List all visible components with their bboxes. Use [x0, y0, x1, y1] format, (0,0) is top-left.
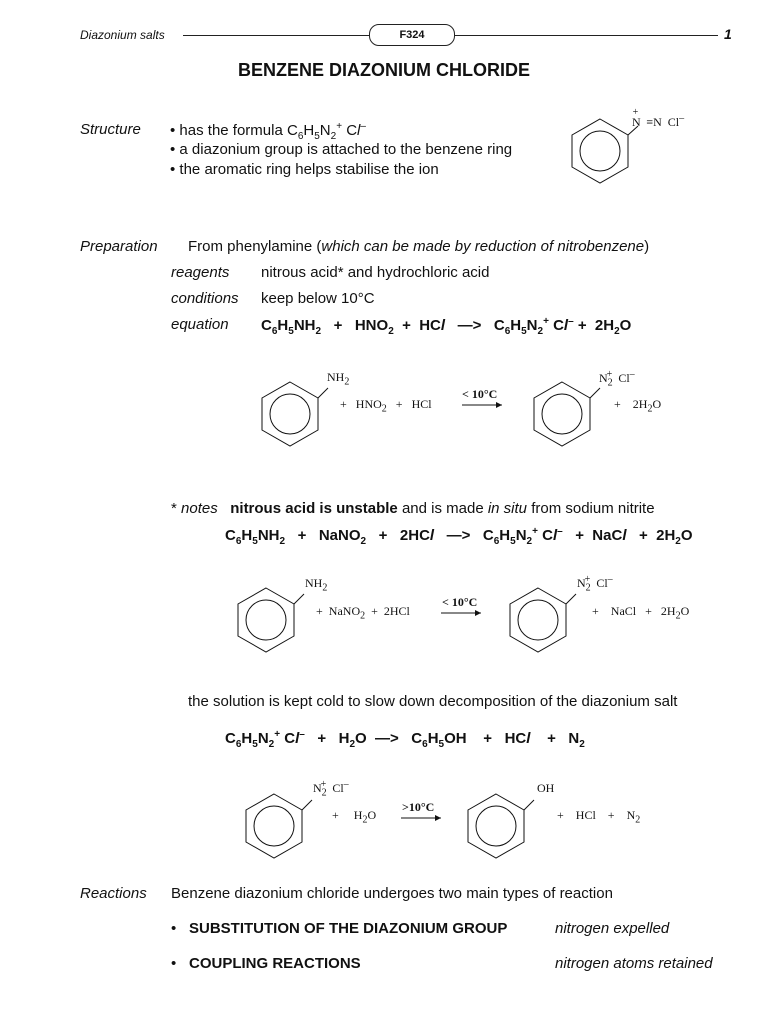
header-section-title: Diazonium salts: [80, 28, 165, 42]
notes-line: * notes nitrous acid is unstable and is made in situ from sodium nitrite: [171, 500, 655, 517]
page-title: BENZENE DIAZONIUM CHLORIDE: [238, 60, 530, 80]
structure-bullet-formula: • has the formula $C_6H_5N_2^+$ Cl–: [170, 121, 366, 142]
equation-preparation: $C_6H_5NH_2$ + $HNO_2$ + HCl —> $C_6H_5N_2^+$ $Cl^- + 2H_2O$: [261, 316, 632, 337]
equation-label: equation: [171, 316, 229, 333]
reaction-substitution-note: nitrogen expelled: [555, 920, 670, 937]
scheme1-nh2: $NH_2$: [327, 370, 350, 388]
preparation-label: Preparation: [80, 238, 158, 255]
benzene-ring-diazonium-2: [498, 576, 588, 658]
scheme1-condition: < 10°C: [462, 387, 498, 401]
reaction-coupling: COUPLING REACTIONS: [189, 955, 361, 972]
scheme1-arrow: [462, 400, 506, 410]
reactions-label: Reactions: [80, 885, 147, 902]
scheme1-products: + $2H_2O$: [614, 397, 662, 415]
scheme3-n2cl: $N_2^+$ Cl–: [313, 779, 349, 799]
scheme3-products: + HCl + $N_2$: [557, 808, 641, 826]
reactions-bullet-2: •: [171, 955, 177, 972]
benzene-ring-structure: [552, 106, 642, 186]
scheme1-reagents: + $HNO_2$ + HCl: [340, 397, 432, 415]
scheme2-nh2: $NH_2$: [305, 576, 328, 594]
reaction-substitution: SUBSTITUTION OF THE DIAZONIUM GROUP: [189, 920, 508, 937]
scheme3-reagents: + $H_2O$: [332, 808, 377, 826]
structure-label: Structure: [80, 121, 141, 138]
scheme3-arrow: [401, 813, 445, 823]
reactions-intro: Benzene diazonium chloride undergoes two main types of reaction: [171, 885, 613, 902]
equation-decomposition: $C_6H_5N_2^+$ Cl– + $H_2O$ —> $C_6H_5OH$ + HCl + $N_2$: [225, 729, 585, 750]
reaction-coupling-note: nitrogen atoms retained: [555, 955, 713, 972]
reagents-label: reagents: [171, 264, 230, 281]
reagents-value: nitrous acid* and hydrochloric acid: [261, 264, 490, 281]
page-number: 1: [724, 26, 732, 42]
header-course-tag: F324: [369, 24, 455, 46]
scheme2-products: + NaCl + $2H_2O$: [592, 604, 690, 622]
scheme1-n2cl: $N_2^+$ Cl–: [599, 369, 635, 389]
cold-note: the solution is kept cold to slow down decomposition of the diazonium salt: [188, 693, 678, 710]
benzene-ring-phenol: [456, 782, 546, 864]
benzene-ring-phenylamine-2: [226, 576, 316, 658]
conditions-value: keep below 10°C: [261, 290, 375, 307]
scheme3-condition: >10°C: [402, 800, 435, 814]
scheme3-oh: OH: [537, 781, 555, 795]
benzene-ring-diazonium-3: [234, 782, 324, 864]
reactions-bullet-1: •: [171, 920, 177, 937]
scheme2-n2cl: $N_2^+$ Cl–: [577, 574, 613, 594]
diazonium-group-label: N+≡N Cl–: [632, 107, 685, 129]
structure-bullet-stabilise: • the aromatic ring helps stabilise the ion: [170, 161, 439, 178]
equation-sodium-nitrite: $C_6H_5NH_2$ + NaNO$_2$ + 2HCl —> $C_6H_5N_2^+$ Cl– + NaCl + $2H_2O$: [225, 526, 693, 547]
scheme2-arrow: [441, 608, 485, 618]
conditions-label: conditions: [171, 290, 239, 307]
scheme2-condition: < 10°C: [442, 595, 478, 609]
scheme2-reagents: + NaNO$_2$ + 2HCl: [316, 604, 410, 622]
preparation-intro: From phenylamine (which can be made by reduction of nitrobenzene): [188, 238, 650, 255]
structure-bullet-group: • a diazonium group is attached to the benzene ring: [170, 141, 513, 158]
